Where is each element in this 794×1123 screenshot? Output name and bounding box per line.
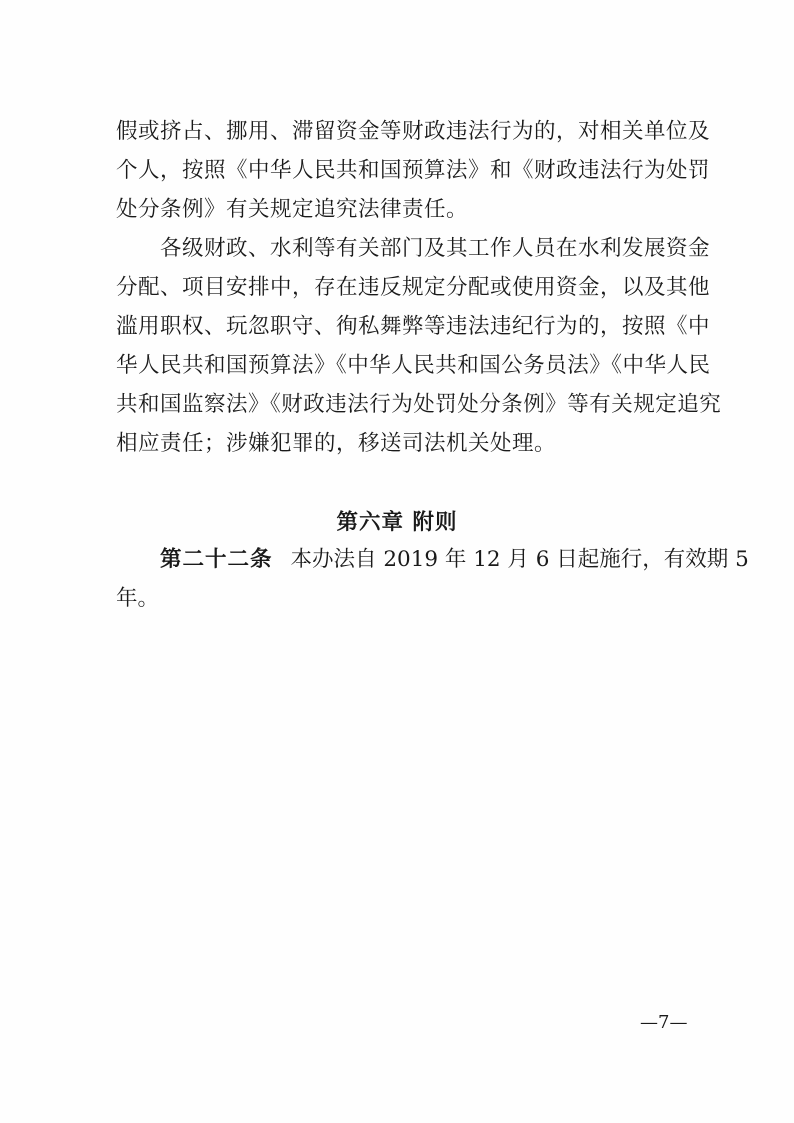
text-line: 假或挤占、挪用、滞留资金等财政违法行为的，对相关单位及	[116, 119, 711, 144]
text-line: 处分条例》有关规定追究法律责任。	[116, 197, 469, 222]
article-line	[116, 540, 749, 579]
text-line: 相应责任；涉嫌犯罪的，移送司法机关处理。	[116, 431, 557, 456]
text-line: 分配、项目安排中，存在违反规定分配或使用资金，以及其他	[116, 275, 711, 300]
text-line: 滥用职权、玩忽职守、徇私舞弊等违法违纪行为的，按照《中	[116, 314, 711, 339]
article-22	[116, 540, 749, 618]
text-line: 华人民共和国预算法》《中华人民共和国公务员法》《中华人民	[116, 353, 711, 378]
article-line: 年。	[116, 586, 160, 611]
article-title: 第二十二条	[160, 547, 273, 572]
text-line: 各级财政、水利等有关部门及其工作人员在水利发展资金	[160, 236, 711, 261]
text-line: 共和国监察法》《财政违法行为处罚处分条例》等有关规定追究	[116, 392, 722, 417]
chapter-heading: 第六章 附则	[336, 510, 458, 535]
text-line: 个人，按照《中华人民共和国预算法》和《财政违法行为处罚	[116, 158, 711, 183]
paragraph-continuation	[116, 112, 711, 229]
page-number: —7—	[640, 1012, 688, 1033]
article-text: 本办法自 2019 年 12 月 6 日起施行，有效期 5	[290, 547, 749, 572]
paragraph-penalties	[116, 229, 722, 463]
